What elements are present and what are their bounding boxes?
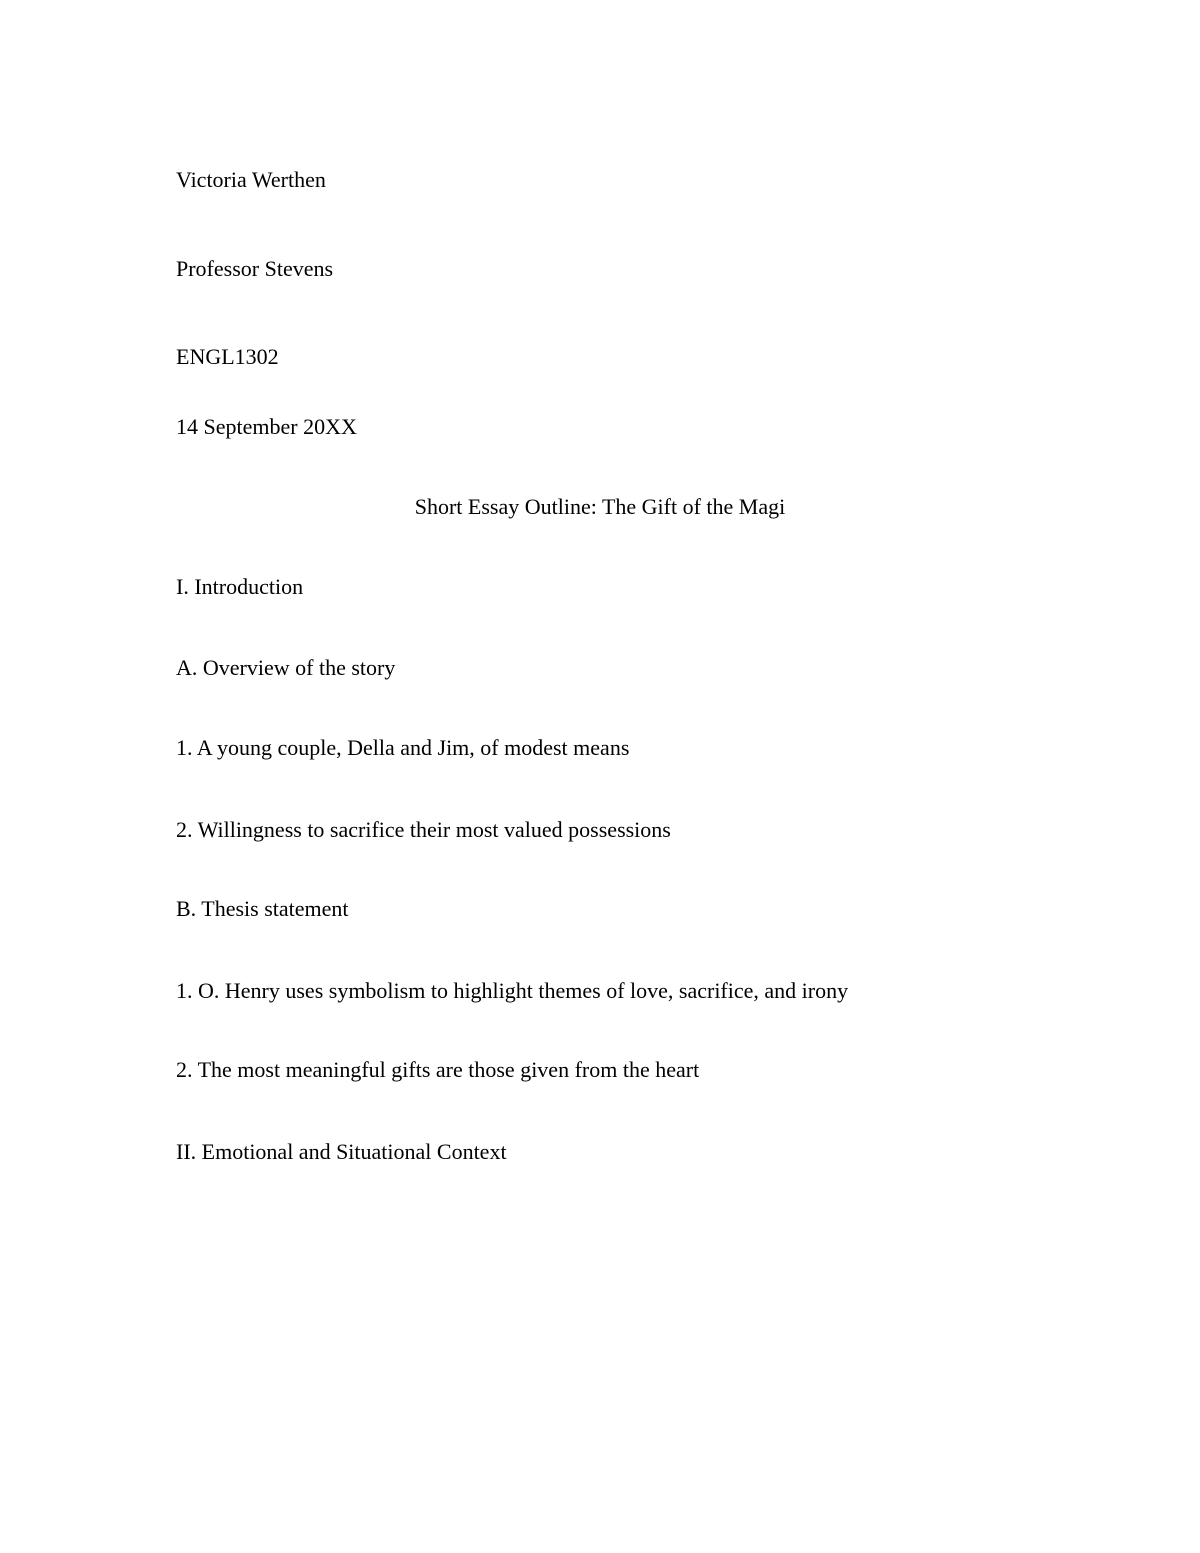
student-name: Victoria Werthen bbox=[176, 167, 326, 192]
outline-item-b: B. Thesis statement bbox=[176, 896, 349, 921]
document-title: Short Essay Outline: The Gift of the Magi bbox=[414, 494, 786, 519]
outline-item-a-1: 1. A young couple, Della and Jim, of modest means bbox=[176, 735, 630, 760]
outline-item-section-1: I. Introduction bbox=[176, 574, 304, 599]
outline-item-b-1: 1. O. Henry uses symbolism to highlight themes of love, sacrifice, and irony bbox=[176, 978, 849, 1003]
course-code: ENGL1302 bbox=[176, 344, 279, 369]
outline-item-section-2: II. Emotional and Situational Context bbox=[176, 1139, 507, 1164]
document-date: 14 September 20XX bbox=[176, 414, 357, 439]
outline-item-a: A. Overview of the story bbox=[176, 655, 396, 680]
outline-item-a-2: 2. Willingness to sacrifice their most valued possessions bbox=[176, 817, 671, 842]
professor-name: Professor Stevens bbox=[176, 256, 334, 281]
outline-item-b-2: 2. The most meaningful gifts are those given from the heart bbox=[176, 1057, 700, 1082]
